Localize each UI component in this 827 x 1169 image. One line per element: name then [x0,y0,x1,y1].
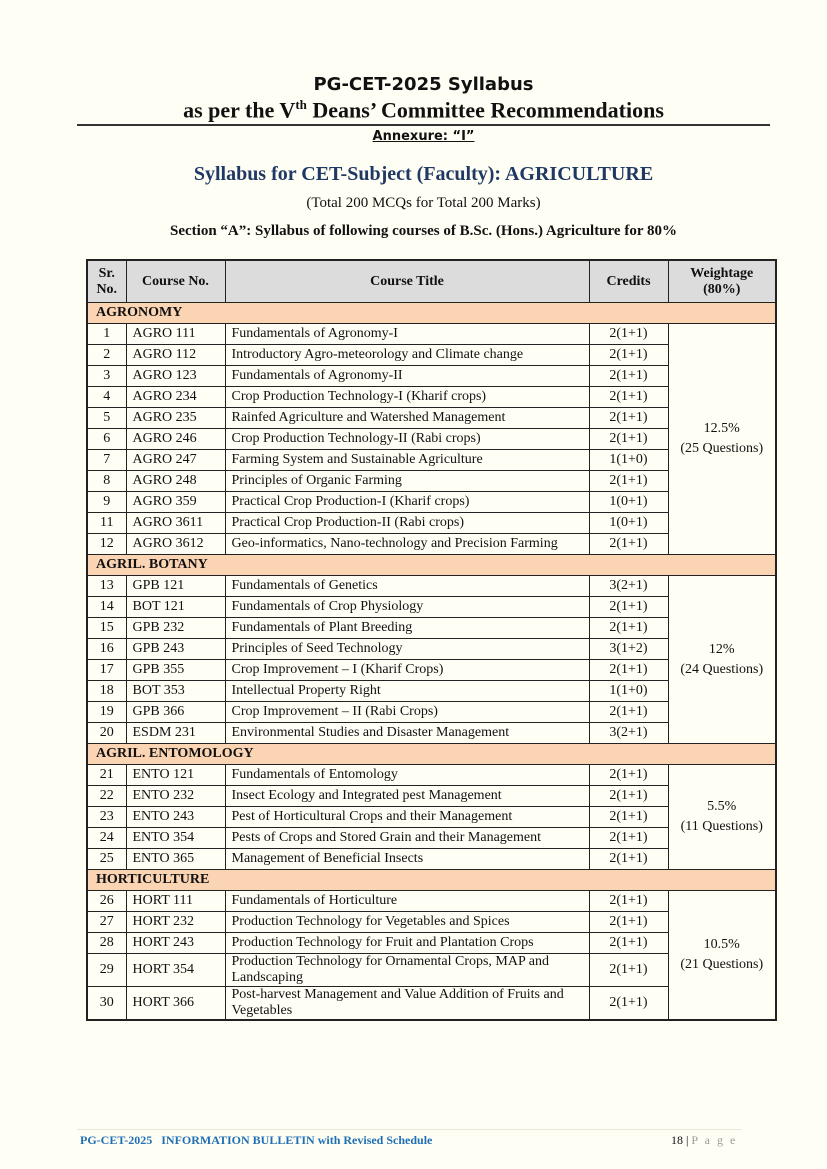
annexure-label: Annexure: “I” [372,129,475,144]
sr-no-cell: 29 [87,954,126,987]
weightage-percent: 12% [708,641,735,657]
credits-cell: 1(0+1) [589,492,668,513]
document-subtitle [0,97,827,123]
section-row [87,870,776,891]
course-no-cell: HORT 243 [126,933,225,954]
sr-no-cell: 16 [87,639,126,660]
sr-no-cell: 12 [87,534,126,555]
course-no-cell: GPB 232 [126,618,225,639]
credits-cell: 3(2+1) [589,576,668,597]
credits-cell: 2(1+1) [589,765,668,786]
sr-no-cell: 17 [87,660,126,681]
course-title-cell: Production Technology for Fruit and Plantation Crops [225,933,589,954]
credits-cell: 2(1+1) [589,471,668,492]
weightage-percent: 5.5% [707,799,737,814]
credits-cell: 1(1+0) [589,681,668,702]
credits-cell: 2(1+1) [589,366,668,387]
credits-cell: 3(1+2) [589,639,668,660]
course-no-cell: ENTO 354 [126,828,225,849]
credits-cell: 2(1+1) [589,987,668,1021]
sr-no-cell: 22 [87,786,126,807]
credits-cell: 2(1+1) [589,597,668,618]
footer-divider [77,1129,742,1130]
table-row [87,324,776,345]
sr-no-cell: 30 [87,987,126,1021]
course-title-cell: Farming System and Sustainable Agriculture [225,450,589,471]
credits-cell: 2(1+1) [589,534,668,555]
credits-cell: 2(1+1) [589,660,668,681]
course-no-cell: GPB 121 [126,576,225,597]
course-no-cell: AGRO 234 [126,387,225,408]
course-title-cell: Practical Crop Production-II (Rabi crops) [225,513,589,534]
course-no-cell: ENTO 365 [126,849,225,870]
subtitle-superscript: th [295,97,307,112]
sr-no-cell: 20 [87,723,126,744]
course-no-cell: BOT 353 [126,681,225,702]
document-title: PG-CET-2025 Syllabus [313,74,534,95]
sr-no-cell: 4 [87,387,126,408]
sr-no-cell: 2 [87,345,126,366]
course-title-cell: Fundamentals of Plant Breeding [225,618,589,639]
sr-no-cell: 27 [87,912,126,933]
course-no-cell: HORT 366 [126,987,225,1021]
sr-no-cell: 26 [87,891,126,912]
weightage-cell [668,576,776,744]
column-header-course-no: Course No. [126,260,225,303]
column-header-sr-no: Sr. No. [87,260,126,303]
subtitle-text: as per the V [183,97,296,123]
sr-no-cell: 7 [87,450,126,471]
sr-no-cell: 28 [87,933,126,954]
credits-cell: 2(1+1) [589,324,668,345]
weightage-questions: (24 Questions) [680,661,764,677]
weightage-questions: (11 Questions) [680,819,763,834]
course-title-cell: Production Technology for Ornamental Crops, MAP and Landscaping [225,954,589,987]
page-separator: | [683,1133,692,1147]
course-title-cell: Post-harvest Management and Value Addition of Fruits and Vegetables [225,987,589,1021]
course-title-cell: Environmental Studies and Disaster Management [225,723,589,744]
section-row [87,555,776,576]
course-no-cell: AGRO 246 [126,429,225,450]
section-row [87,744,776,765]
footer-page [671,1133,737,1148]
course-title-cell: Intellectual Property Right [225,681,589,702]
section-row [87,303,776,324]
credits-cell: 2(1+1) [589,849,668,870]
table-row [87,576,776,597]
sr-no-cell: 14 [87,597,126,618]
course-title-cell: Fundamentals of Agronomy-II [225,366,589,387]
sr-no-cell: 15 [87,618,126,639]
sr-no-cell: 6 [87,429,126,450]
credits-cell: 2(1+1) [589,954,668,987]
course-no-cell: AGRO 247 [126,450,225,471]
credits-cell: 1(1+0) [589,450,668,471]
credits-cell: 2(1+1) [589,345,668,366]
course-no-cell: HORT 111 [126,891,225,912]
weightage-questions: (21 Questions) [680,957,764,972]
sr-no-cell: 1 [87,324,126,345]
sr-no-cell: 8 [87,471,126,492]
credits-cell: 2(1+1) [589,828,668,849]
course-no-cell: HORT 232 [126,912,225,933]
course-title-cell: Insect Ecology and Integrated pest Management [225,786,589,807]
course-title-cell: Crop Production Technology-I (Kharif crops) [225,387,589,408]
course-title-cell: Geo-informatics, Nano-technology and Precision Farming [225,534,589,555]
course-title-cell: Fundamentals of Crop Physiology [225,597,589,618]
page-number: 18 [671,1133,683,1147]
weightage-percent: 10.5% [703,937,740,952]
sr-no-cell: 24 [87,828,126,849]
sr-no-cell: 18 [87,681,126,702]
weightage-cell [668,324,776,555]
course-no-cell: AGRO 112 [126,345,225,366]
sr-no-cell: 23 [87,807,126,828]
sr-no-cell: 5 [87,408,126,429]
course-title-cell: Crop Production Technology-II (Rabi crops) [225,429,589,450]
weightage-cell [668,891,776,1021]
course-no-cell: GPB 366 [126,702,225,723]
course-no-cell: AGRO 111 [126,324,225,345]
course-title-cell: Management of Beneficial Insects [225,849,589,870]
header-divider [77,124,770,126]
course-title-cell: Pests of Crops and Stored Grain and their Management [225,828,589,849]
table-header-row [87,260,776,303]
credits-cell: 1(0+1) [589,513,668,534]
sr-no-cell: 3 [87,366,126,387]
course-no-cell: GPB 355 [126,660,225,681]
course-title-cell: Fundamentals of Horticulture [225,891,589,912]
subtitle-text-end: Deans’ Committee Recommendations [306,97,664,123]
course-title-cell: Introductory Agro-meteorology and Climate change [225,345,589,366]
sr-no-cell: 13 [87,576,126,597]
credits-cell: 2(1+1) [589,618,668,639]
course-title-cell: Principles of Seed Technology [225,639,589,660]
sr-no-cell: 25 [87,849,126,870]
course-no-cell: AGRO 359 [126,492,225,513]
credits-cell: 2(1+1) [589,786,668,807]
credits-cell: 2(1+1) [589,429,668,450]
credits-cell: 2(1+1) [589,387,668,408]
weightage-cell [668,765,776,870]
section-name: AGRIL. BOTANY [87,555,776,576]
course-no-cell: HORT 354 [126,954,225,987]
sr-no-cell: 11 [87,513,126,534]
course-no-cell: AGRO 3612 [126,534,225,555]
sr-no-cell: 9 [87,492,126,513]
credits-cell: 2(1+1) [589,408,668,429]
course-no-cell: GPB 243 [126,639,225,660]
course-no-cell: ESDM 231 [126,723,225,744]
course-no-cell: BOT 121 [126,597,225,618]
section-heading: Section “A”: Syllabus of following courses of B.Sc. (Hons.) Agriculture for 80% [170,223,677,239]
course-no-cell: AGRO 3611 [126,513,225,534]
syllabus-table [86,259,777,1021]
course-no-cell: AGRO 248 [126,471,225,492]
course-title-cell: Principles of Organic Farming [225,471,589,492]
footer-bulletin-title: PG-CET-2025 INFORMATION BULLETIN with Revised Schedule [80,1133,433,1147]
weightage-percent: 12.5% [703,421,740,436]
credits-cell: 2(1+1) [589,933,668,954]
course-title-cell: Rainfed Agriculture and Watershed Management [225,408,589,429]
course-title-cell: Crop Improvement – I (Kharif Crops) [225,660,589,681]
course-title-cell: Fundamentals of Agronomy-I [225,324,589,345]
course-no-cell: ENTO 243 [126,807,225,828]
credits-cell: 2(1+1) [589,912,668,933]
section-name: HORTICULTURE [87,870,776,891]
column-header-course-title: Course Title [225,260,589,303]
course-no-cell: AGRO 123 [126,366,225,387]
credits-cell: 3(2+1) [589,723,668,744]
sr-no-cell: 19 [87,702,126,723]
section-name: AGRIL. ENTOMOLOGY [87,744,776,765]
table-row [87,891,776,912]
course-title-cell: Practical Crop Production-I (Kharif crops) [225,492,589,513]
table-row [87,765,776,786]
course-no-cell: ENTO 232 [126,786,225,807]
section-name: AGRONOMY [87,303,776,324]
course-title-cell: Pest of Horticultural Crops and their Management [225,807,589,828]
total-marks-note: (Total 200 MCQs for Total 200 Marks) [306,195,541,211]
course-title-cell: Fundamentals of Entomology [225,765,589,786]
course-title-cell: Production Technology for Vegetables and Spices [225,912,589,933]
column-header-weightage: Weightage (80%) [668,260,776,303]
credits-cell: 2(1+1) [589,807,668,828]
page-word: P a g e [691,1133,738,1147]
subject-heading: Syllabus for CET-Subject (Faculty): AGRICULTURE [193,163,654,185]
course-no-cell: AGRO 235 [126,408,225,429]
credits-cell: 2(1+1) [589,702,668,723]
credits-cell: 2(1+1) [589,891,668,912]
course-no-cell: ENTO 121 [126,765,225,786]
course-title-cell: Fundamentals of Genetics [225,576,589,597]
course-title-cell: Crop Improvement – II (Rabi Crops) [225,702,589,723]
column-header-credits: Credits [589,260,668,303]
weightage-questions: (25 Questions) [680,441,764,456]
sr-no-cell: 21 [87,765,126,786]
